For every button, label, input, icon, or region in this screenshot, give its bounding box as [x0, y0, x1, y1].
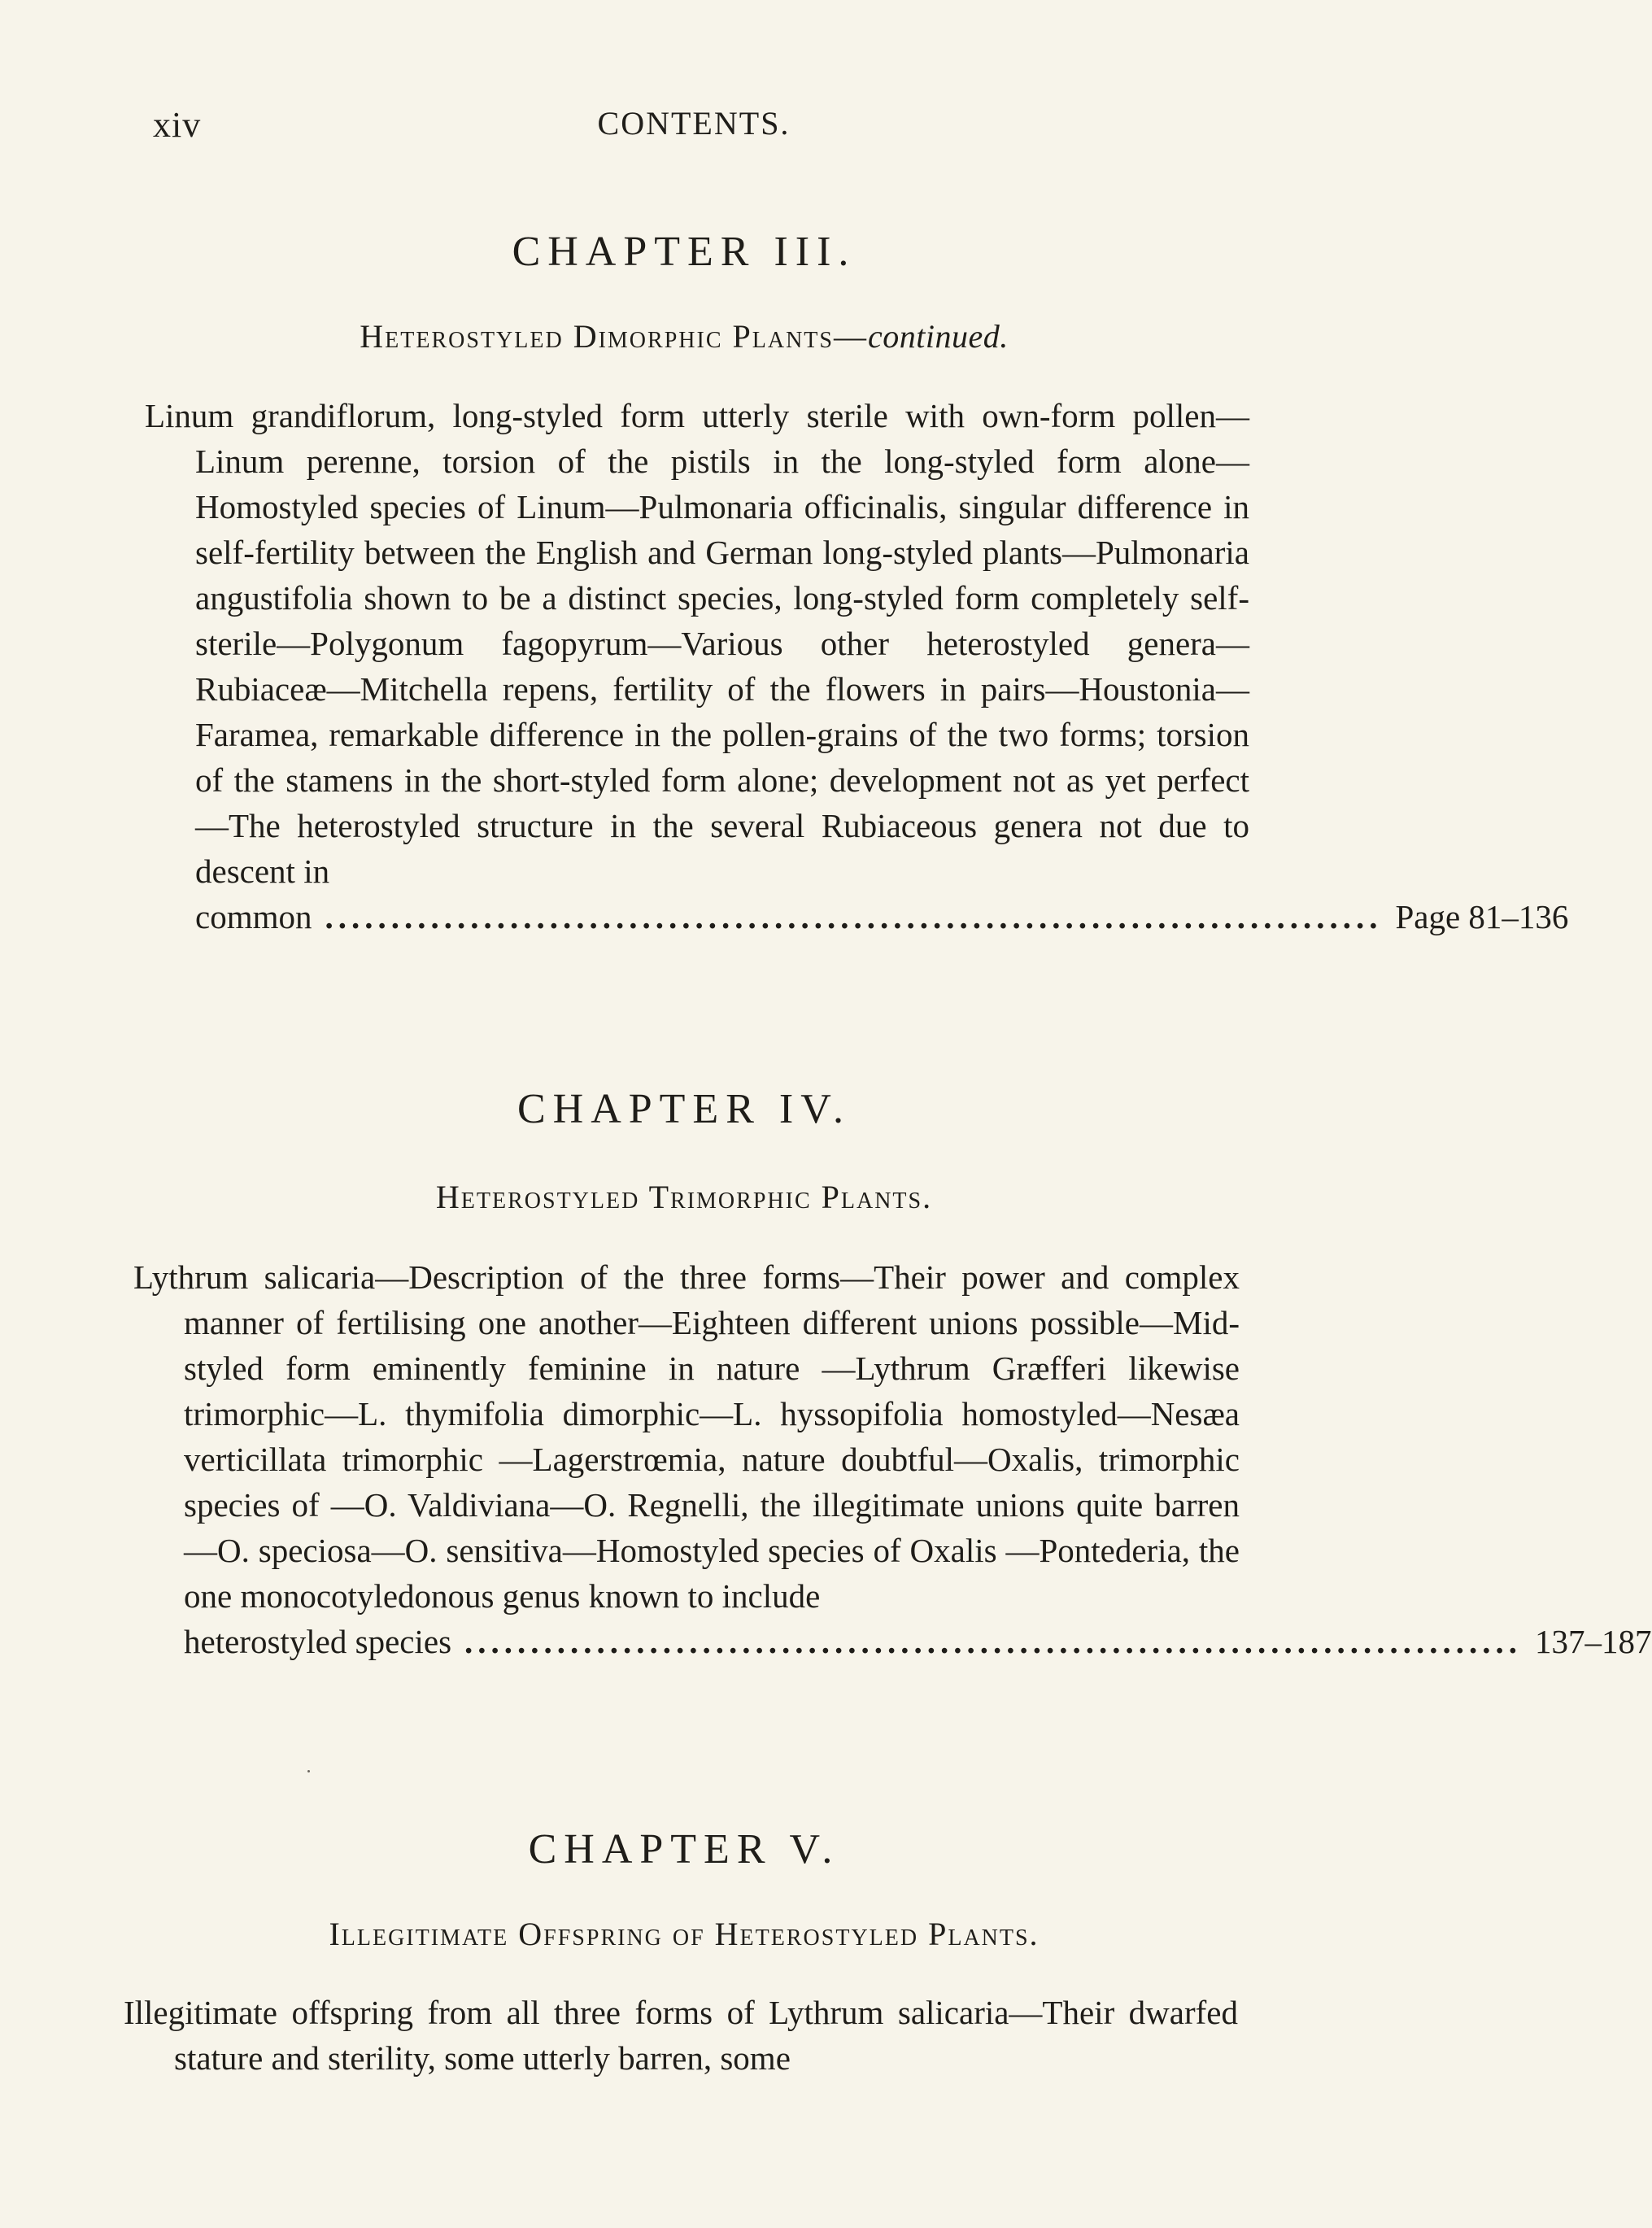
print-speck: [307, 1770, 310, 1772]
chapter-4-tail-text: heterostyled species: [184, 1623, 452, 1660]
chapter-3-toc-line: [195, 894, 1569, 940]
running-head: [153, 104, 1235, 145]
chapter-3-tail-text: common: [195, 898, 312, 935]
chapter-5-heading: CHAPTER V.: [528, 1826, 840, 1873]
chapter-3-heading: CHAPTER III.: [512, 229, 857, 275]
chapter-3-page-range: Page 81–136: [1395, 898, 1569, 935]
leader-dots: ................................................................................: [325, 898, 1383, 935]
chapter-3-summary-text: Linum grandiflorum, long-styled form utterly sterile with own-form pollen—Linum perenne, torsion of the pistils in the long-styled form alone—Homostyled species of Linum—Pulmonaria officinalis, singular difference in self-fertility between the English and German long-styled plants—Pulmonaria angustifolia shown to be a distinct species, long-styled form completely self-sterile—Polygonum fagopyrum—Various other heterostyled genera—Rubiaceæ—Mitchella repens, fertility of the flowers in pairs—Houstonia—Faramea, remarkable difference in the pollen-grains of the two forms; torsion of the stamens in the short-styled form alone; development not as yet perfect—The heterostyled structure in the several Rubiaceous genera not due to descent in: [145, 397, 1249, 890]
chapter-3-subtitle: [0, 317, 1368, 355]
leader-dots: ................................................................................: [464, 1623, 1523, 1660]
chapter-4-heading: CHAPTER IV.: [517, 1086, 852, 1132]
chapter-4-page-range: 137–187: [1535, 1623, 1652, 1660]
chapter-3-subtitle-text: Heterostyled Dimorphic Plants—: [360, 318, 868, 355]
running-title: CONTENTS.: [597, 105, 791, 142]
chapter-3-summary: [145, 393, 1569, 940]
chapter-4-summary-text: Lythrum salicaria—Description of the three forms—Their power and complex manner of fertilising one another—Eighteen different unions possible—Mid-styled form eminently feminine in nature —Lythrum Græfferi likewise trimorphic—L. thymifolia dimorphic—L. hyssopifolia homostyled—Nesæa verticillata trimorphic —Lagerstrœmia, nature doubtful—Oxalis, trimorphic species of —O. Valdiviana—O. Regnelli, the illegitimate unions quite barren—O. speciosa—O. sensitiva—Homostyled species of Oxalis —Pontederia, the one monocotyledonous genus known to include: [133, 1258, 1240, 1615]
chapter-4-subtitle: Heterostyled Trimorphic Plants.: [435, 1179, 933, 1215]
page-number: xiv: [153, 105, 202, 145]
chapter-5-summary: [124, 1990, 1238, 2081]
chapter-5-summary-text: Illegitimate offspring from all three forms of Lythrum salicaria—Their dwarfed stature and sterility, some utterly barren, some: [124, 1994, 1238, 2077]
chapter-4-toc-line: [184, 1619, 1652, 1664]
chapter-4-summary: [133, 1254, 1652, 1664]
chapter-5-subtitle: Illegitimate Offspring of Heterostyled Plants.: [329, 1916, 1040, 1952]
chapter-3-subtitle-continued: continued.: [867, 318, 1009, 355]
